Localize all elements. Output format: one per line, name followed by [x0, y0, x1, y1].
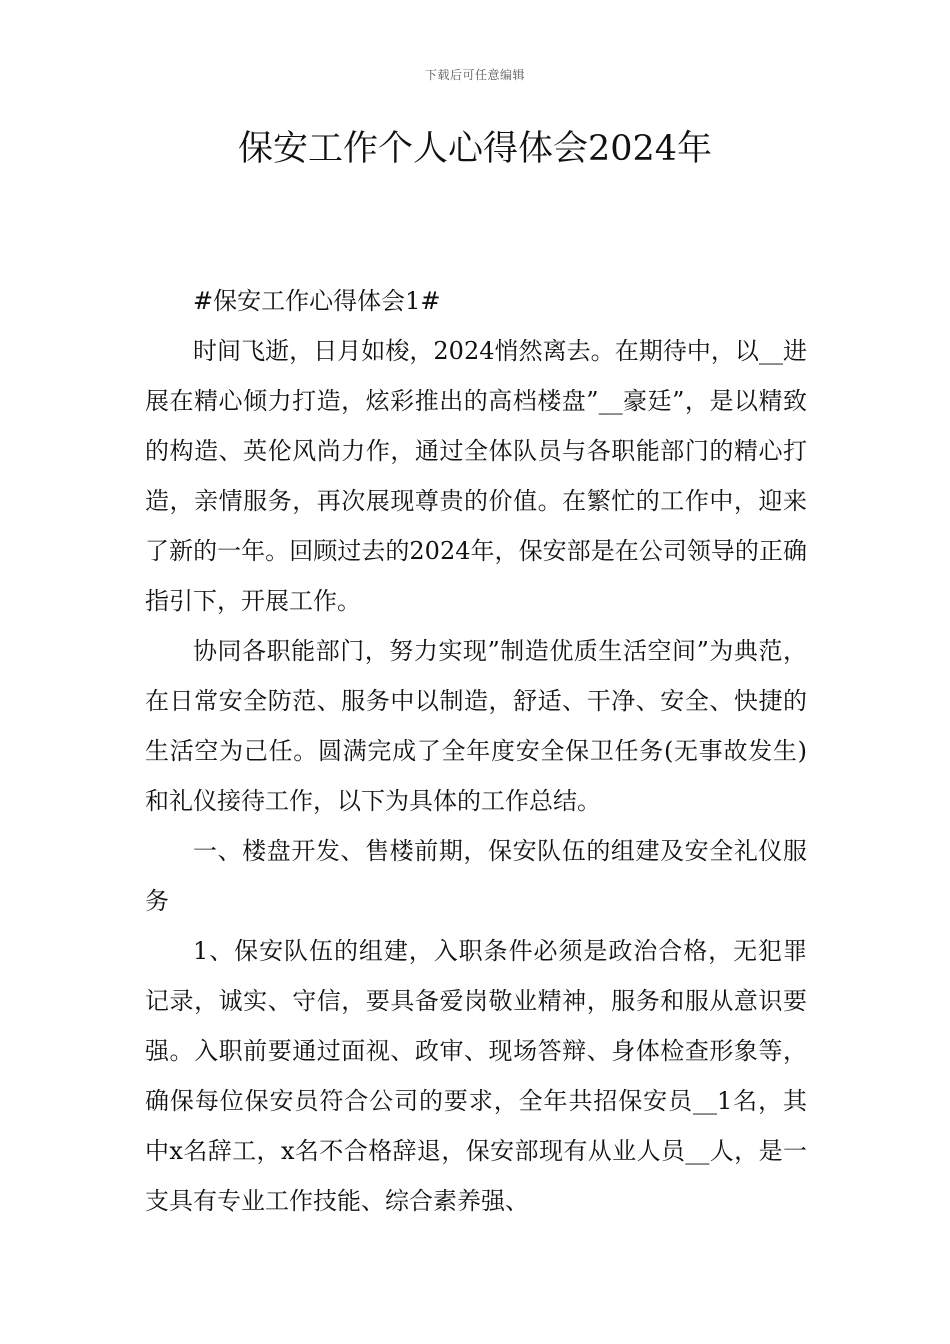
- paragraph: 时间飞逝，日月如梭，2024悄然离去。在期待中，以__进展在精心倾力打造，炫彩推出的高档楼盘”__豪廷”，是以精致的构造、英伦风尚力作，通过全体队员与各职能部门的精心打造，亲情服务，再次展现尊贵的价值。在繁忙的工作中，迎来了新的一年。回顾过去的2024年，保安部是在公司领导的正确指引下，开展工作。: [145, 337, 807, 615]
- document-title: 保安工作个人心得体会2024年: [237, 129, 713, 169]
- header-note: 下载后可任意编辑: [424, 68, 525, 82]
- subsection-heading: 一、楼盘开发、售楼前期，保安队伍的组建及安全礼仪服务: [145, 837, 807, 915]
- document-body: [145, 276, 807, 1226]
- paragraph: 1、保安队伍的组建，入职条件必须是政治合格，无犯罪记录，诚实、守信，要具备爱岗敬业精神，服务和服从意识要强。入职前要通过面视、政审、现场答辩、身体检查形象等，确保每位保安员符合公司的要求，全年共招保安员__1名，其中x名辞工，x名不合格辞退，保安部现有从业人员__人，是一支具有专业工作技能、综合素养强、: [145, 937, 807, 1215]
- section-heading: #保安工作心得体会1#: [193, 287, 441, 315]
- paragraph: 协同各职能部门，努力实现”制造优质生活空间”为典范，在日常安全防范、服务中以制造，舒适、干净、安全、快捷的生活空为己任。圆满完成了全年度安全保卫任务(无事故发生)和礼仪接待工作，以下为具体的工作总结。: [145, 637, 807, 815]
